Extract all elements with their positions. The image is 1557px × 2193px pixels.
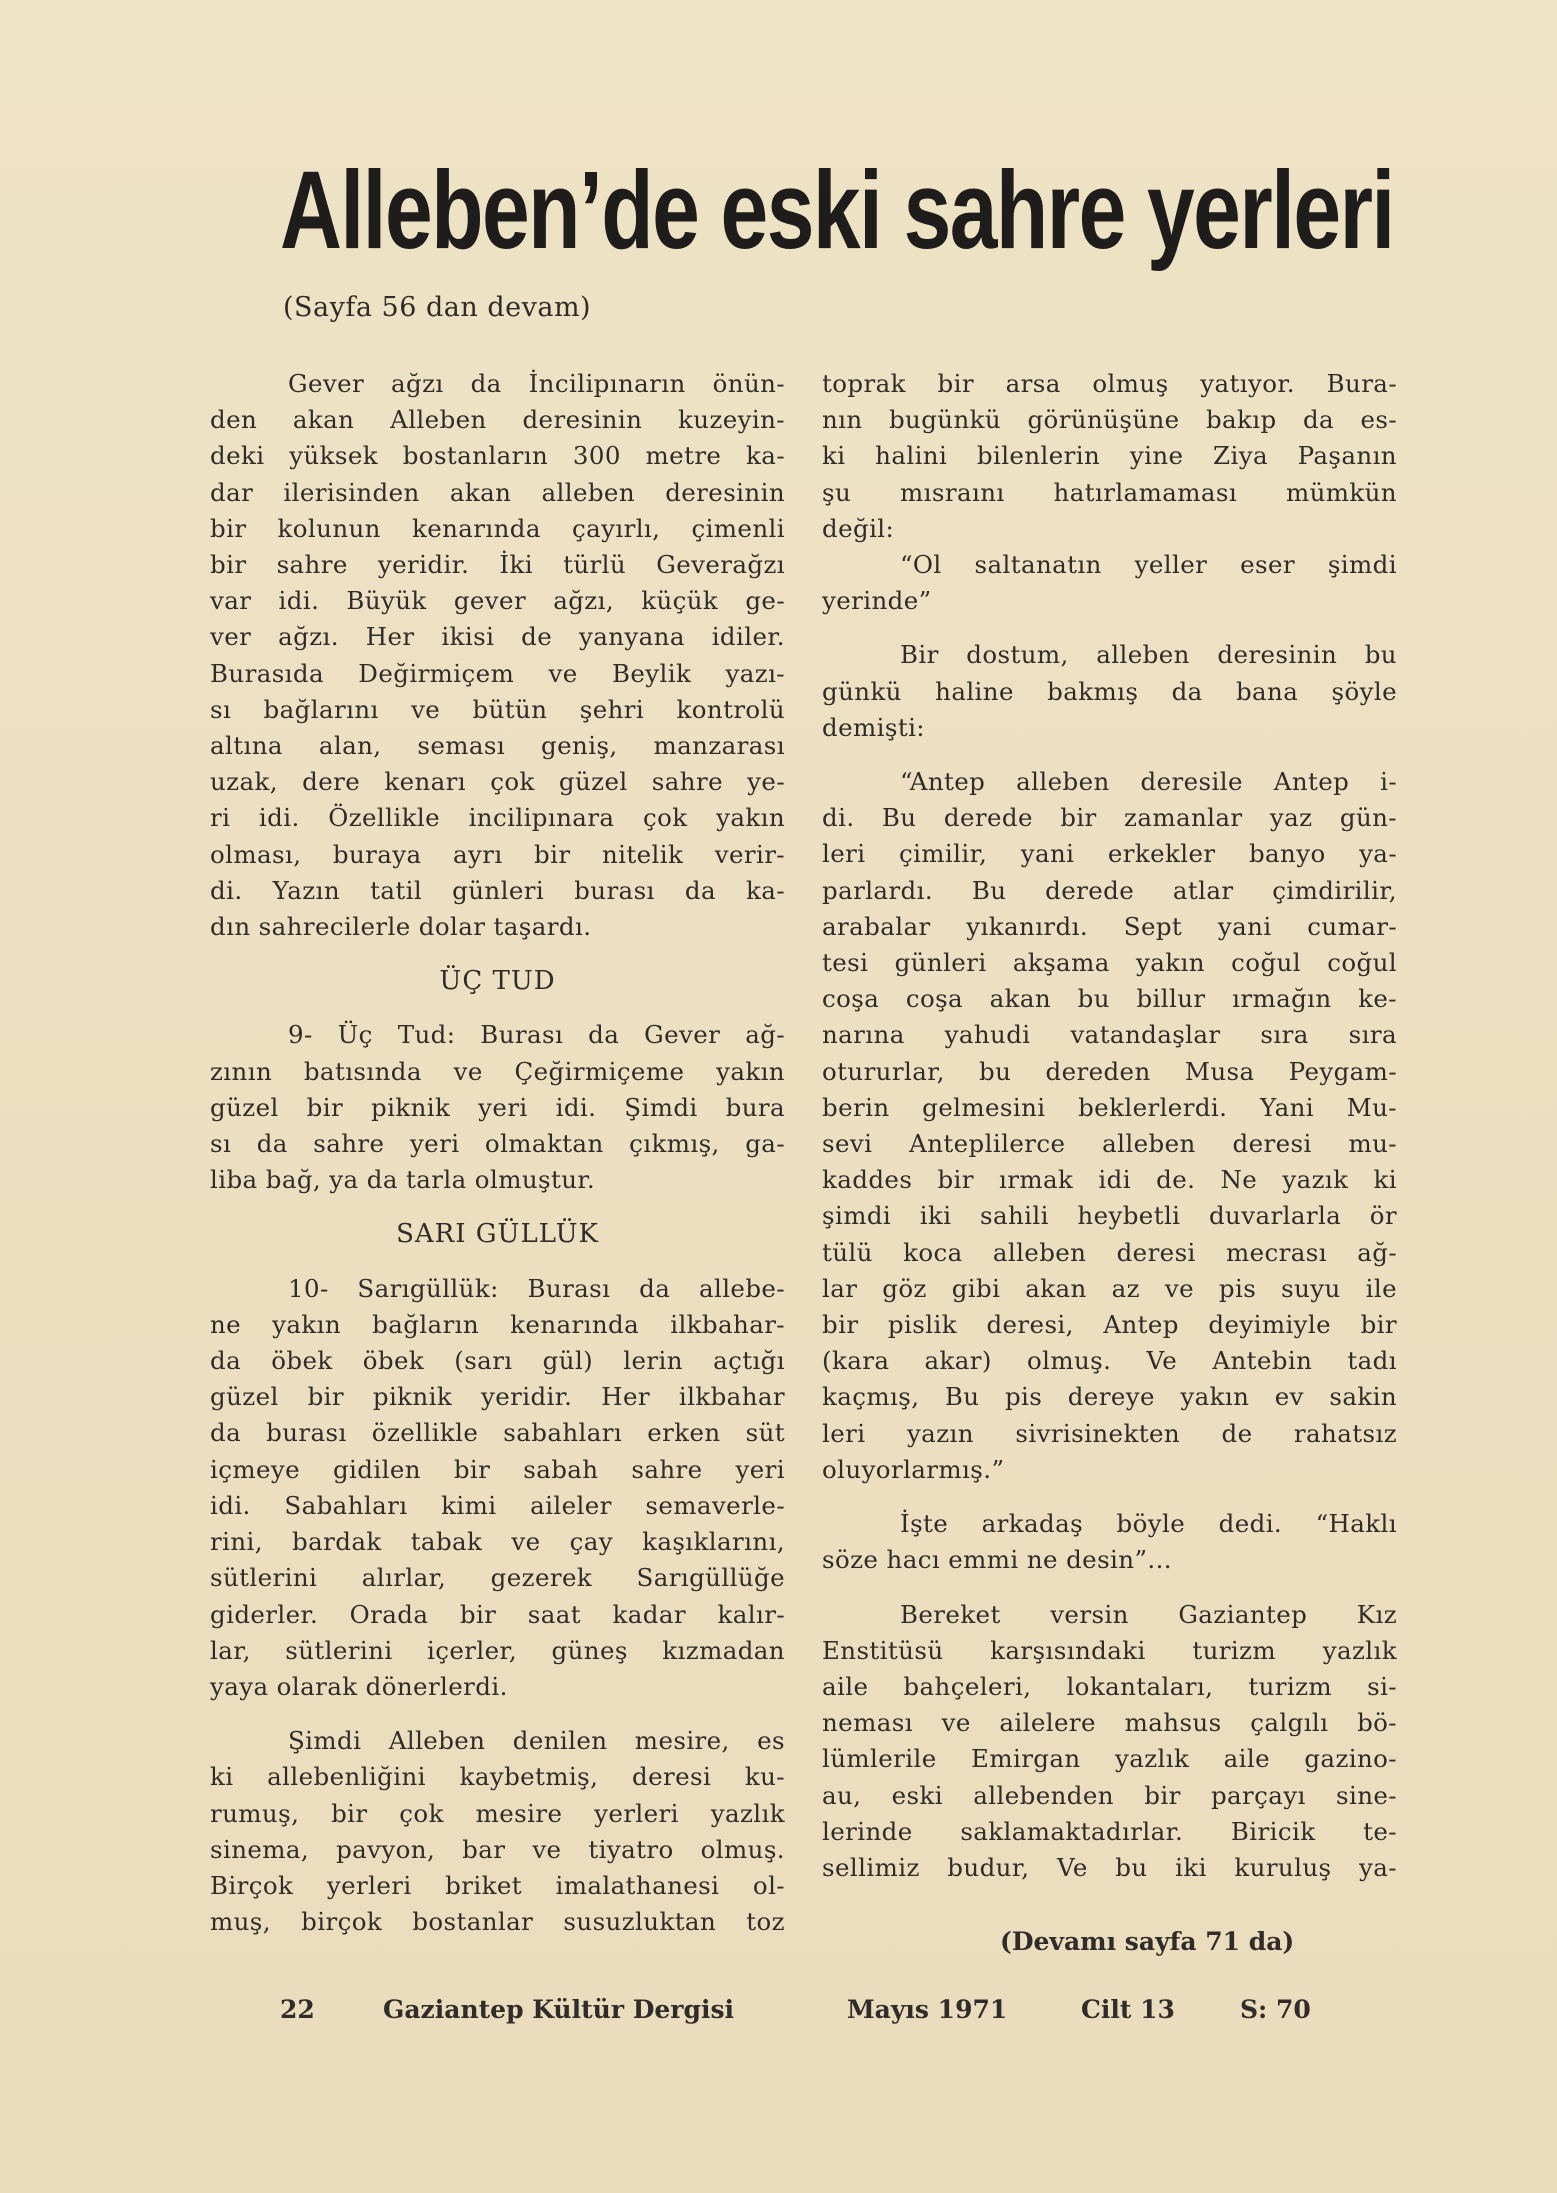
section-heading-uc-tud: ÜÇ TUD <box>439 966 556 997</box>
magazine-name: Gaziantep Kültür Dergisi <box>383 1995 735 2024</box>
paragraph-spacer <box>822 619 1397 637</box>
text-line: sellimiz budur, Ve bu iki kuruluş ya- <box>822 1852 1397 1882</box>
text-line: bir pislik deresi, Antep deyimiyle bir <box>822 1310 1397 1340</box>
volume-number: Cilt 13 <box>1081 1995 1175 2024</box>
text-line: 10- Sarıgüllük: Burası da allebe- <box>288 1273 785 1303</box>
text-line: sütlerini alırlar, gezerek Sarıgüllüğe <box>210 1563 785 1593</box>
text-line: leri çimilir, yani erkekler banyo ya- <box>822 839 1397 869</box>
text-line: lerinde saklamaktadırlar. Biricik te- <box>822 1816 1397 1846</box>
text-line: güzel bir piknik yeri idi. Şimdi bura <box>210 1092 785 1122</box>
text-line: yaya olarak dönerlerdi. <box>210 1671 508 1701</box>
text-line: coşa coşa akan bu billur ırmağın ke- <box>822 984 1397 1014</box>
right-column <box>822 366 1397 1886</box>
text-line: narına yahudi vatandaşlar sıra sıra <box>822 1020 1397 1050</box>
text-line: ne yakın bağların kenarında ilkbahar- <box>210 1309 785 1339</box>
paragraph-iste-arkadas <box>822 1506 1397 1578</box>
text-line: sevi Anteplilerce alleben deresi mu- <box>822 1129 1397 1159</box>
paragraph-simdi-alleben <box>210 1723 785 1940</box>
text-line: otururlar, bu dereden Musa Peygam- <box>822 1056 1397 1086</box>
text-line: içmeye gidilen bir sabah sahre yeri <box>210 1454 785 1484</box>
text-line: uzak, dere kenarı çok güzel sahre ye- <box>210 767 785 797</box>
text-line: rini, bardak tabak ve çay kaşıklarını, <box>210 1527 785 1557</box>
text-line: bir kolunun kenarında çayırlı, çimenli <box>210 513 785 543</box>
text-line: Burasıda Değirmiçem ve Beylik yazı- <box>210 658 785 688</box>
left-column <box>210 366 785 1940</box>
text-line: şu mısraını hatırlamaması mümkün <box>822 477 1397 507</box>
text-line: giderler. Orada bir saat kadar kalır- <box>210 1599 785 1629</box>
text-line: arabalar yıkanırdı. Sept yani cumar- <box>822 911 1397 941</box>
text-line: di. Yazın tatil günleri burası da ka- <box>210 875 785 905</box>
text-line: lümlerile Emirgan yazlık aile gazino- <box>822 1744 1397 1774</box>
text-line: dın sahrecilerle dolar taşardı. <box>210 912 592 942</box>
paragraph-sari-gulluk <box>210 1271 785 1705</box>
text-line: toprak bir arsa olmuş yatıyor. Bura- <box>822 369 1397 398</box>
paragraph-antep-alleben <box>822 764 1397 1488</box>
text-line: da burası özellikle sabahları erken süt <box>210 1418 785 1448</box>
text-line: demişti: <box>822 712 925 742</box>
text-line: rumuş, bir çok mesire yerleri yazlık <box>210 1798 785 1828</box>
paragraph-spacer <box>822 746 1397 764</box>
text-line: sı da sahre yeri olmaktan çıkmış, ga- <box>210 1129 785 1159</box>
text-line: 9- Üç Tud: Burası da Gever ağ- <box>288 1020 785 1050</box>
text-line: liba bağ, ya da tarla olmuştur. <box>210 1165 596 1195</box>
text-line: “Ol saltanatın yeller eser şimdi <box>900 550 1397 580</box>
text-line: neması ve ailelere mahsus çalgılı bö- <box>822 1708 1397 1738</box>
text-line: güzel bir piknik yeridir. Her ilkbahar <box>210 1382 785 1412</box>
text-line: bir sahre yeridir. İki türlü Geverağzı <box>210 550 785 580</box>
paragraph-spacer <box>822 1579 1397 1597</box>
text-line: olması, buraya ayrı bir nitelik verir- <box>210 839 785 869</box>
text-line: var idi. Büyük gever ağzı, küçük ge- <box>210 586 785 616</box>
text-line: au, eski allebenden bir parçayı sine- <box>822 1780 1397 1810</box>
text-line: deki yüksek bostanların 300 metre ka- <box>210 441 785 471</box>
text-line: Şimdi Alleben denilen mesire, es <box>288 1726 785 1756</box>
text-line: “Antep alleben deresile Antep i- <box>900 767 1397 797</box>
text-line: berin gelmesini beklerlerdi. Yani Mu- <box>822 1092 1397 1122</box>
quote-ziya-pasa <box>822 547 1397 619</box>
text-line: Birçok yerleri briket imalathanesi ol- <box>210 1870 785 1900</box>
paragraph-bereket-versin <box>822 1597 1397 1887</box>
text-line: nın bugünkü görünüşüne bakıp da es- <box>822 405 1397 435</box>
paragraph-bir-dostum <box>822 637 1397 746</box>
text-line: günkü haline bakmış da bana şöyle <box>822 676 1397 706</box>
text-line: tesi günleri akşama yakın coğul coğul <box>822 948 1397 978</box>
text-line: ri idi. Özellikle incilipınara çok yakın <box>210 803 785 833</box>
text-line: dar ilerisinden akan alleben deresinin <box>210 477 785 507</box>
text-line: yerinde” <box>822 586 932 616</box>
continued-from-note: (Sayfa 56 dan devam) <box>283 292 592 323</box>
text-line: Bir dostum, alleben deresinin bu <box>900 640 1397 670</box>
text-line: aile bahçeleri, lokantaları, turizm si- <box>822 1671 1397 1701</box>
text-line: kaçmış, Bu pis dereye yakın ev sakin <box>822 1382 1397 1412</box>
text-line: sinema, pavyon, bar ve tiyatro olmuş. <box>210 1834 785 1864</box>
text-line: sı bağlarını ve bütün şehri kontrolü <box>210 694 785 724</box>
text-line: değil: <box>822 513 895 543</box>
text-line: di. Bu derede bir zamanlar yaz gün- <box>822 803 1397 833</box>
text-line: leri yazın sivrisinekten de rahatsız <box>822 1418 1397 1448</box>
continued-to-note: (Devamı sayfa 71 da) <box>1000 1927 1295 1956</box>
text-line: lar, sütlerini içerler, güneş kızmadan <box>210 1635 785 1665</box>
text-line: İşte arkadaş böyle dedi. “Haklı <box>900 1509 1397 1539</box>
paragraph-gever-agzi <box>210 366 785 945</box>
section-heading-sari-gulluk: SARI GÜLLÜK <box>396 1219 599 1250</box>
text-line: söze hacı emmi ne desin”... <box>822 1545 1172 1575</box>
text-line: parlardı. Bu derede atlar çimdirilir, <box>822 875 1397 905</box>
text-line: Gever ağzı da İncilipınarın önün- <box>288 369 785 398</box>
text-line: zının batısında ve Çeğirmiçeme yakın <box>210 1056 785 1086</box>
paragraph-uc-tud <box>210 1017 785 1198</box>
issue-date: Mayıs 1971 <box>847 1995 1008 2024</box>
text-line: muş, birçok bostanlar susuzluktan toz <box>210 1907 785 1937</box>
text-line: da öbek öbek (sarı gül) lerin açtığı <box>210 1346 785 1376</box>
paragraph-spacer <box>822 1488 1397 1506</box>
text-line: kaddes bir ırmak idi de. Ne yazık ki <box>822 1165 1397 1195</box>
text-line: ver ağzı. Her ikisi de yanyana idiler. <box>210 622 785 652</box>
text-line: Bereket versin Gaziantep Kız <box>900 1599 1397 1629</box>
text-line: (kara akar) olmuş. Ve Antebin tadı <box>822 1346 1397 1376</box>
paragraph-toprak-arsa <box>822 366 1397 547</box>
text-line: tülü koca alleben deresi mecrası ağ- <box>822 1237 1397 1267</box>
text-line: lar göz gibi akan az ve pis suyu ile <box>822 1273 1397 1303</box>
page-number: 22 <box>280 1995 315 2024</box>
paragraph-spacer <box>210 1705 785 1723</box>
text-line: ki allebenliğini kaybetmiş, deresi ku- <box>210 1762 785 1792</box>
text-line: oluyorlarmış.” <box>822 1454 1005 1484</box>
text-line: şimdi iki sahili heybetli duvarlarla ör <box>822 1201 1397 1231</box>
text-line: altına alan, seması geniş, manzarası <box>210 731 785 761</box>
text-line: ki halini bilenlerin yine Ziya Paşanın <box>822 441 1397 471</box>
text-line: Enstitüsü karşısındaki turizm yazlık <box>822 1635 1397 1665</box>
issue-number: S: 70 <box>1240 1995 1311 2024</box>
text-line: den akan Alleben deresinin kuzeyin- <box>210 405 785 435</box>
text-line: idi. Sabahları kimi aileler semaverle- <box>210 1490 785 1520</box>
article-title: Alleben’de eski sahre yerleri <box>280 149 1394 272</box>
